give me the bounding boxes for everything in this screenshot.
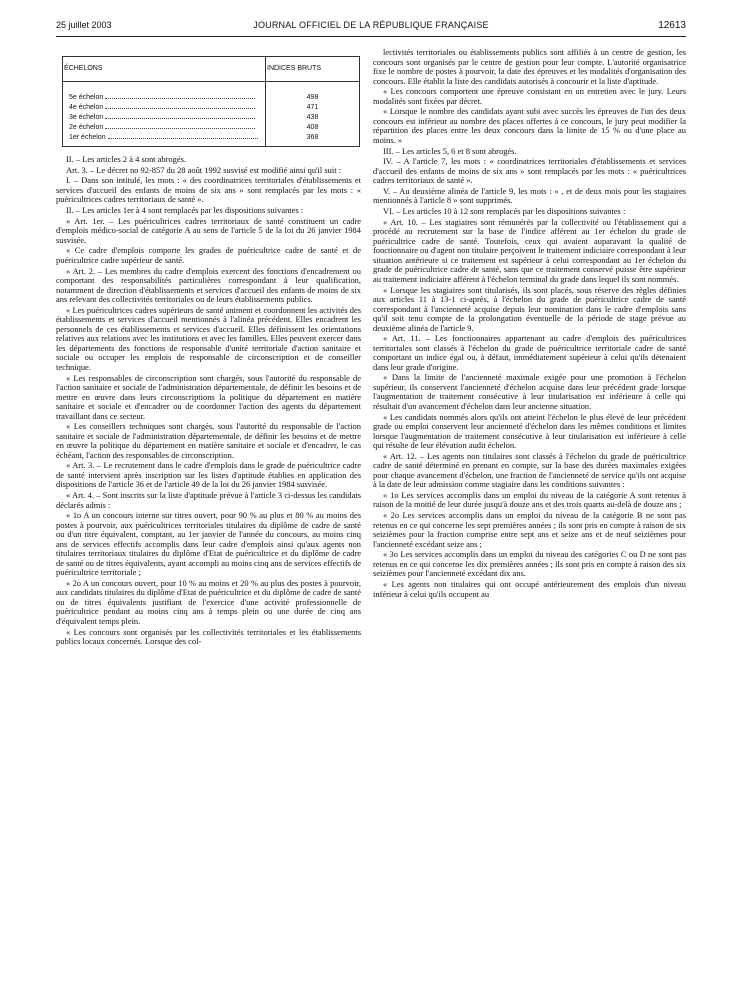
leader-dots <box>105 102 255 109</box>
table-row <box>63 132 360 147</box>
page-number: 12613 <box>658 20 686 31</box>
paragraph: « Les responsables de circonscription sont chargés, sous l'autorité du responsable de l'action sanitaire et sociale de l'administration départementale, de définir les besoins et de mettre en œuvre dans leurs circonscriptions la politique du département en matière sanitaire et sociale et d'encadrer ou de coordonner l'action des agents du département travaillant dans ce secteur. <box>56 372 361 421</box>
paragraph: « Les puéricultrices cadres supérieurs de santé animent et coordonnent les activités des établissements et services d'accueil mentionnés à l'alinéa précédent. Elles encadrent les personnels de ces établissements et services d'accueil. Elles définissent les orientations relatives aux relations avec les institutions et avec les familles. Elles peuvent exercer dans les départements des fonctions de responsable d'unité territoriale d'action sanitaire et sociale ou occuper les emplois de responsable de circonscription et de conseiller technique. <box>56 304 361 372</box>
paragraph: I. – Dans son intitulé, les mots : « des coordinatrices territoriales d'établissements et services d'accueil des enfants de moins de six ans » sont remplacés par les mots : « puéricultrices cadres territoriaux de santé ». <box>56 175 361 205</box>
echelon-label: 5e échelon <box>69 94 104 101</box>
paragraph: « 1o Les services accomplis dans un emploi du niveau de la catégorie A sont retenus à raison de la moitié de leur durée jusqu'à douze ans et des trois quarts au-delà de douze ans ; <box>373 489 686 510</box>
paragraph: « Les concours comportent une épreuve consistant en un entretien avec le jury. Leurs modalités sont fixées par décret. <box>373 86 686 106</box>
paragraph: V. – Au deuxième alinéa de l'article 9, les mots : « , et de deux mois pour les stagiaires mentionnés à l'article 8 » sont supprimés. <box>373 185 686 206</box>
echelon-label: 1er échelon <box>69 134 106 141</box>
table-row <box>63 122 360 132</box>
right-text <box>373 48 686 599</box>
leader-dots <box>108 132 258 139</box>
paragraph: « 3o Les services accomplis dans un emploi du niveau des catégories C ou D ne sont pas retenus en ce qui concerne les dix premières années ; ils sont pris en compte à raison des six seizièmes pour l'ancienneté excédant dix ans. <box>373 549 686 579</box>
indice-value: 471 <box>266 102 360 112</box>
echelon-label: 4e échelon <box>69 104 104 111</box>
paragraph: lectivités territoriales ou établissements publics sont affiliés à un centre de gestion, les concours sont organisés par le centre de gestion pour leur compte. L'autorité organisatrice fixe le nombre de postes à pourvoir, la date des épreuves et les modalités d'organisation des concours. Elle établit la liste des candidats autorisés à concourir et la liste d'aptitude. <box>373 47 686 86</box>
paragraph: « Dans la limite de l'ancienneté maximale exigée pour une promotion à l'échelon supérieur, ils conservent l'ancienneté d'échelon acquise dans leur précédent grade lorsque l'augmentation de traitement consécutive à leur titularisation est inférieure à celle qui résultait d'un avancement d'échelon dans leur ancienne situation. <box>373 372 686 411</box>
header-title: JOURNAL OFFICIEL DE LA RÉPUBLIQUE FRANÇAISE <box>253 20 489 30</box>
paragraph: VI. – Les articles 10 à 12 sont remplacés par les dispositions suivantes : <box>383 206 626 217</box>
paragraph: « Lorsque le nombre des candidats ayant subi avec succès les épreuves de l'un des deux concours est inférieur au nombre des places offertes à ce concours, le jury peut modifier la répartition des places entre les deux concours dans la limite de 15 % ou d'une place au moins. » <box>373 106 686 145</box>
paragraph: « Art. 3. – Le recrutement dans le cadre d'emplois dans le grade de puéricultrice cadre de santé intervient après inscription sur les listes d'aptitude établies en application des dispositions de l'article 36 et de l'article 49 de la loi du 26 janvier 1984 susvisée. <box>56 460 361 490</box>
paragraph: II. – Les articles 1er à 4 sont remplacés par les dispositions suivantes : <box>66 205 304 216</box>
paragraph: « 2o A un concours ouvert, pour 10 % au moins et 20 % au plus des postes à pourvoir, aux candidats titulaires du diplôme d'Etat de puéricultrice et du diplôme de cadre de santé ou de titres équivalents justifiant de l'exercice d'une activité professionnelle de puéricultrice pendant au moins cinq ans à temps plein ou une durée de cinq ans d'équivalent temps plein. <box>56 577 361 626</box>
paragraph: IV. – A l'article 7, les mots : « coordinatrices territoriales d'établissements et services d'accueil des enfants de moins de six ans » sont remplacés par les mots : « puéricultrices cadres territoriaux de santé ». <box>373 156 686 186</box>
paragraph: « 1o A un concours interne sur titres ouvert, pour 90 % au plus et 80 % au moins des postes à pourvoir, aux puéricultrices territoriales titulaires du diplôme de cadre de santé ou d'un titre équivalent, comptant, au 1er janvier de l'année du concours, au moins cinq ans de services effectifs accomplis dans leur cadre d'emplois ainsi qu'aux agents non titulaires territoriaux titulaires du diplôme d'Etat de puéricultrice et du diplôme de cadre de santé ou de titres équivalents, ayant accompli au moins cinq ans de services effectifs de puéricultrice territoriale ; <box>56 510 361 578</box>
table-header-echelons: ÉCHELONS <box>63 57 266 82</box>
paragraph: « Art. 11. – Les fonctionnaires appartenant au cadre d'emplois des puéricultrices territoriales sont classés à l'échelon du grade de puéricultrice territoriale cadre de santé comportant un indice égal ou, à défaut, immédiatement supérieur à celui qu'ils détenaient dans leur grade d'origine. <box>373 333 686 372</box>
paragraph: « Art. 2. – Les membres du cadre d'emplois exercent des fonctions d'encadrement ou comportant des responsabilités particulières correspondant à leur qualification, notamment de direction d'établissements et services d'accueil des enfants de moins de six ans relevant des collectivités territoriales ou de leurs établissements publics. <box>56 265 361 305</box>
echelon-label: 2e échelon <box>69 124 104 131</box>
table-header-indices: INDICES BRUTS <box>266 57 360 82</box>
indice-value: 408 <box>266 122 360 132</box>
paragraph: « Lorsque les stagiaires sont titularisés, ils sont placés, sous réserve des règles définies aux articles 11 à 13-1 ci-après, à l'échelon du grade de puéricultrice cadre de santé correspondant à l'ancienneté acquise depuis leur nomination dans le cadre d'emplois sans qu'il soit tenu compte de la prolongation éventuelle de la période de stage prévue au deuxième alinéa de l'article 9. <box>373 284 686 333</box>
header-rule <box>56 36 686 37</box>
left-text <box>56 155 361 647</box>
echelons-table <box>62 56 360 147</box>
leader-dots <box>105 92 255 99</box>
table-row <box>63 102 360 112</box>
paragraph: « Ce cadre d'emplois comporte les grades de puéricultrice cadre de santé et de puéricultrice cadre supérieur de santé. <box>56 245 361 265</box>
page-header <box>56 20 686 34</box>
paragraph: « Les conseillers techniques sont chargés, sous l'autorité du responsable de l'action sanitaire et sociale de l'administration départementale, de définir les besoins et de mettre en œuvre la politique du département en matière sanitaire et sociale et d'encadrer, le cas échéant, l'action des responsables de circonscription. <box>56 421 361 460</box>
leader-dots <box>105 112 255 119</box>
table-row <box>63 112 360 122</box>
indice-value: 368 <box>266 132 360 147</box>
paragraph: « Art. 1er. – Les puéricultrices cadres territoriaux de santé constituent un cadre d'emplois médico-social de catégorie A au sens de l'article 5 de la loi du 26 janvier 1984 susvisée. <box>56 215 361 245</box>
header-date: 25 juillet 2003 <box>56 20 112 30</box>
paragraph: III. – Les articles 5, 6 et 8 sont abrogés. <box>383 145 517 156</box>
indice-value: 438 <box>266 112 360 122</box>
paragraph: Art. 3. – Le décret no 92-857 du 28 août 1992 susvisé est modifié ainsi qu'il suit : <box>66 164 341 175</box>
paragraph: « Art. 4. – Sont inscrits sur la liste d'aptitude prévue à l'article 3 ci-dessus les candidats déclarés admis : <box>56 490 361 510</box>
table-row <box>63 82 360 103</box>
echelon-label: 3e échelon <box>69 114 104 121</box>
paragraph: « Les candidats nommés alors qu'ils ont atteint l'échelon le plus élevé de leur précédent grade ou emploi conservent leur ancienneté d'échelon dans les mêmes conditions et limites lorsque l'augmentation de traitement consécutive à leur titularisation est inférieure à celle qui résulte de leur élévation audit échelon. <box>373 411 686 451</box>
paragraph: II. – Les articles 2 à 4 sont abrogés. <box>66 154 186 164</box>
paragraph: « 2o Les services accomplis dans un emploi du niveau de la catégorie B ne sont pas retenus en ce qui concerne les sept premières années ; ils sont pris en compte à raison de six seizièmes pour la fraction comprise entre sept ans et seize ans et de neuf seizièmes pour l'ancienneté excédant seize ans ; <box>373 510 686 549</box>
paragraph: « Les agents non titulaires qui ont occupé antérieurement des emplois d'un niveau inférieur à celui qu'ils occupent au <box>373 579 686 599</box>
paragraph: « Art. 12. – Les agents non titulaires sont classés à l'échelon du grade de puéricultrice cadre de santé déterminé en prenant en compte, sur la base des durées maximales exigées pour chaque avancement d'échelon, une fraction de l'ancienneté de service qu'ils ont acquise à la date de leur admission comme stagiaire dans les conditions suivantes : <box>373 450 686 490</box>
paragraph: « Art. 10. – Les stagiaires sont rémunérés par la collectivité ou l'établissement qui a procédé au recrutement sur la base de l'indice afférent au 1er échelon du grade de puéricultrice cadre de santé. Toutefois, ceux qui avaient auparavant la qualité de fonctionnaire ou d'agent non titulaire perçoivent le traitement indiciaire correspondant à leur situation antérieure si ce traitement est supérieur à celui correspondant au 1er échelon du grade de puéricultrice cadre de santé, sans que ce traitement conservé puisse être supérieur au traitement indiciaire afférent à l'échelon terminal du grade dans lequel ils sont nommés. <box>373 216 686 284</box>
indice-value: 498 <box>266 82 360 103</box>
paragraph: « Les concours sont organisés par les collectivités territoriales et les établissements publics locaux concernés. Lorsque des col- <box>56 626 361 647</box>
right-column <box>373 48 686 600</box>
left-column <box>56 52 361 648</box>
leader-dots <box>105 122 255 129</box>
